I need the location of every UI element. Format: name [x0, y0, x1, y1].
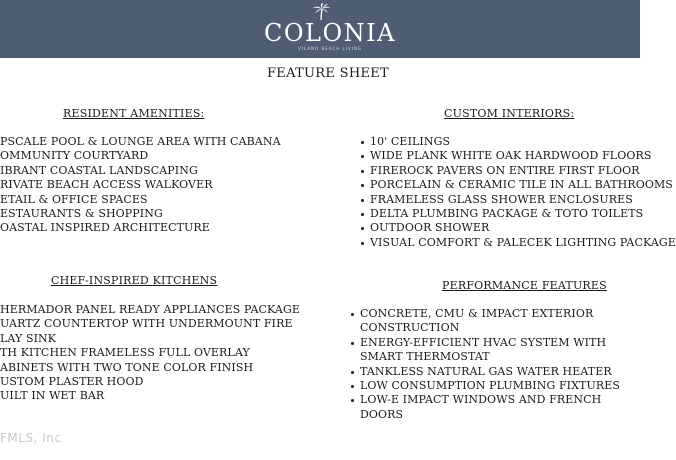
- list-item: VISUAL COMFORT & PALECEK LIGHTING PACKAGE: [361, 236, 676, 250]
- header-banner: [0, 0, 640, 58]
- page-title: FEATURE SHEET: [266, 66, 390, 81]
- list-item: FRAMELESS GLASS SHOWER ENCLOSURES: [361, 193, 676, 207]
- brand-logo-subtext: VILANO BEACH LIVING: [298, 46, 362, 51]
- list-item: USTOM PLASTER HOOD: [0, 375, 144, 389]
- custom-interiors-list: [361, 135, 676, 250]
- list-item: PSCALE POOL & LOUNGE AREA WITH CABANA: [0, 135, 281, 148]
- list-item: HERMADOR PANEL READY APPLIANCES PACKAGE: [0, 303, 300, 316]
- list-item: ETAIL & OFFICE SPACES: [0, 192, 148, 206]
- list-item: DELTA PLUMBING PACKAGE & TOTO TOILETS: [361, 207, 676, 221]
- list-item: LOW CONSUMPTION PLUMBING FIXTURES: [351, 379, 640, 393]
- list-item: OMMUNITY COURTYARD: [0, 149, 149, 163]
- watermark: FMLS, Inc: [0, 431, 62, 445]
- list-item: LOW-E IMPACT WINDOWS AND FRENCH DOORS: [351, 393, 640, 422]
- list-item: TANKLESS NATURAL GAS WATER HEATER: [351, 365, 640, 379]
- list-item: FIREROCK PAVERS ON ENTIRE FIRST FLOOR: [361, 164, 676, 178]
- resident-amenities-list: [0, 135, 281, 236]
- list-item: RIVATE BEACH ACCESS WALKOVER: [0, 178, 213, 192]
- list-item: WIDE PLANK WHITE OAK HARDWOOD FLOORS: [361, 149, 676, 163]
- list-item: LAY SINK: [0, 331, 57, 345]
- list-item: PORCELAIN & CERAMIC TILE IN ALL BATHROOMS: [361, 178, 676, 192]
- performance-features-list: [351, 307, 640, 422]
- heading-custom-interiors: CUSTOM INTERIORS:: [444, 107, 575, 120]
- list-item: IBRANT COASTAL LANDSCAPING: [0, 163, 198, 177]
- list-item: OASTAL INSPIRED ARCHITECTURE: [0, 221, 210, 235]
- brand-logo-text: COLONIA: [264, 19, 396, 47]
- heading-chef-kitchens: CHEF-INSPIRED KITCHENS: [51, 274, 218, 287]
- list-item: UARTZ COUNTERTOP WITH UNDERMOUNT FIRE: [0, 317, 293, 331]
- list-item: 10' CEILINGS: [361, 135, 676, 149]
- list-item: TH KITCHEN FRAMELESS FULL OVERLAY: [0, 346, 250, 360]
- list-item: ESTAURANTS & SHOPPING: [0, 207, 163, 221]
- list-item: CONCRETE, CMU & IMPACT EXTERIOR CONSTRUCTION: [351, 307, 640, 336]
- list-item: UILT IN WET BAR: [0, 389, 105, 403]
- list-item: ABINETS WITH TWO TONE COLOR FINISH: [0, 360, 254, 374]
- heading-performance-features: PERFORMANCE FEATURES: [442, 279, 607, 292]
- chef-kitchens-list: [0, 303, 300, 404]
- heading-resident-amenities: RESIDENT AMENITIES:: [63, 107, 205, 120]
- list-item: ENERGY-EFFICIENT HVAC SYSTEM WITH SMART THERMOSTAT: [351, 336, 640, 365]
- list-item: OUTDOOR SHOWER: [361, 221, 676, 235]
